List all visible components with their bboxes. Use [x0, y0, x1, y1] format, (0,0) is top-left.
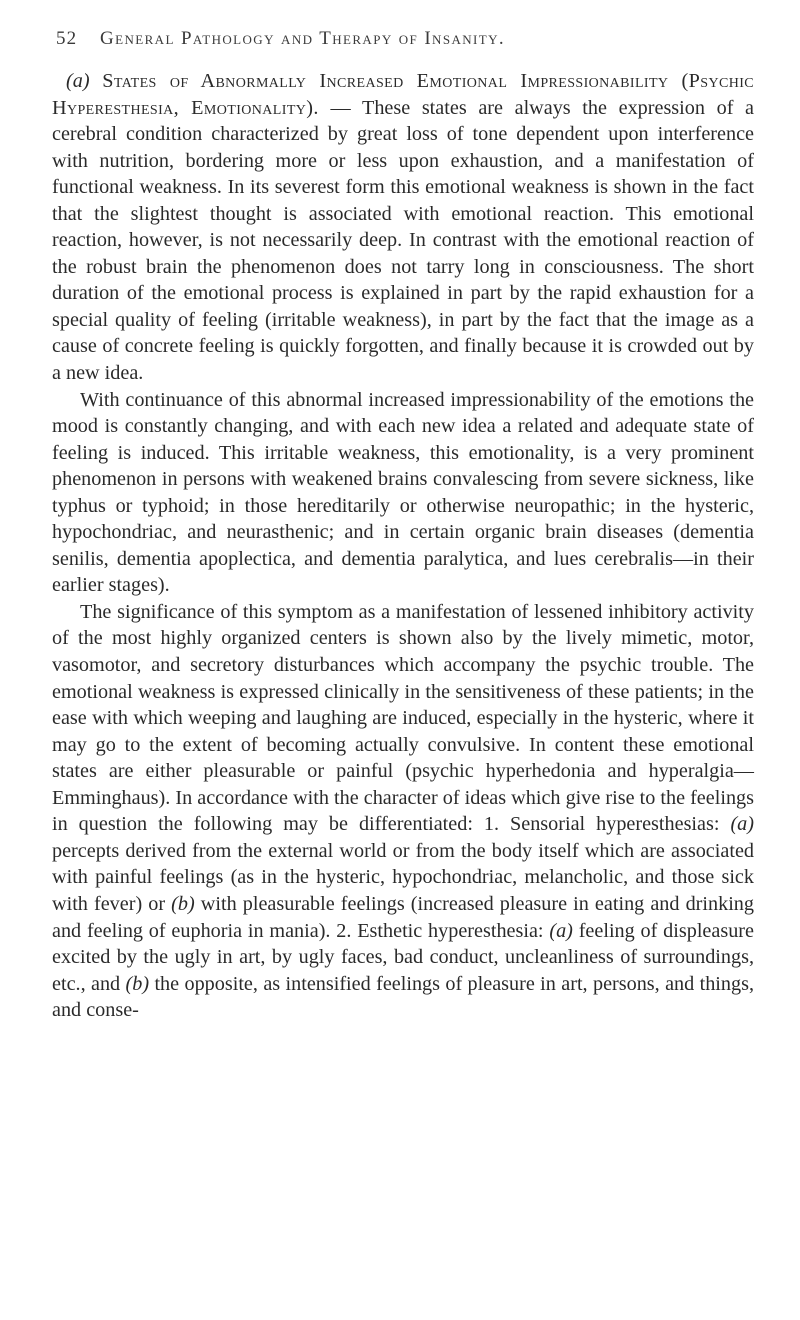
page-number: 52 [56, 28, 78, 49]
enumeration-marker: (a) [549, 919, 573, 942]
paragraph-text: feeling of displeasure excited by the ugly in art, by ugly faces, bad conduct, uncleanliness of surroundings, etc., and [52, 919, 754, 995]
running-title: General Pathology and Therapy of Insanity. [100, 28, 506, 49]
enumeration-marker: (b) [125, 972, 150, 995]
paragraph-text: with pleasurable feelings (increased pleasure in eating and drinking and feeling of euphoria in mania). 2. Esthetic hyperesthesia: [52, 892, 754, 942]
paragraph-final [52, 599, 754, 1024]
enumeration-marker: (a) [730, 813, 754, 836]
paragraph-text: percepts derived from the external world or from the body itself which are associated with painful feelings (as in the hysteric, hypochondriac, melancholic, and those sick with fever) or [52, 839, 754, 915]
section-label: (a) [66, 70, 90, 92]
paragraph: With continuance of this abnormal increased impressionability of the emotions the mood is constantly changing, and with each new idea a related and adequate state of feeling is induced. This irritable weakness, this emotionality, is a very prominent phenomenon in persons with weakened brains convalescing from severe sickness, like typhus or typhoid; in those hereditarily or otherwise neuropathic; in the hysteric, hypochondriac, and neurasthenic; and in certain organic brain diseases (dementia senilis, dementia apoplectica, and dementia paralytica, and lues cerebralis—in their earlier stages). [52, 388, 754, 597]
enumeration-marker: (b) [171, 892, 195, 915]
section-paragraph [52, 68, 754, 387]
body-text [52, 68, 754, 1024]
section-heading: States of Abnormally Increased Emotional Impressionability (Psychic Hyperesthesia, Emotionality). [52, 70, 755, 119]
section-intro-text: These states are always the expression of a cerebral condition characterized by great loss of tone dependent upon interference with nutrition, bordering more or less upon exhaustion, and a manifestation of functional weakness. In its severest form this emotional weakness is shown in the fact that the slightest thought is associated with emotional reaction. This emotional reaction, however, is not necessarily deep. In contrast with the emotional reaction of the robust brain the phenomenon does not tarry long in consciousness. The short duration of the emotional process is explained in part by the rapid exhaustion for a special quality of feeling (irritable weakness), in part by the fact that the image as a cause of concrete feeling is quickly forgotten, and finally because it is crowded out by a new idea. [52, 96, 755, 385]
paragraph-text: the opposite, as intensified feelings of pleasure in art, persons, and things, and conse- [52, 972, 754, 1022]
paragraph-text: The significance of this symptom as a manifestation of lessened inhibitory activity of the most highly organized centers is shown also by the lively mimetic, motor, vasomotor, and secretory disturbances which accompany the psychic trouble. The emotional weakness is expressed clinically in the sensitiveness of these patients; in the ease with which weeping and laughing are induced, especially in the hysteric, where it may go to the extent of becoming actually convulsive. In content these emotional states are either pleasurable or painful (psychic hyperhedonia and hyperalgia—Emminghaus). In accordance with the character of ideas which give rise to the feelings in question the following may be differentiated: 1. Sensorial hyperesthesias: [52, 600, 754, 836]
heading-dash: — [318, 96, 362, 119]
